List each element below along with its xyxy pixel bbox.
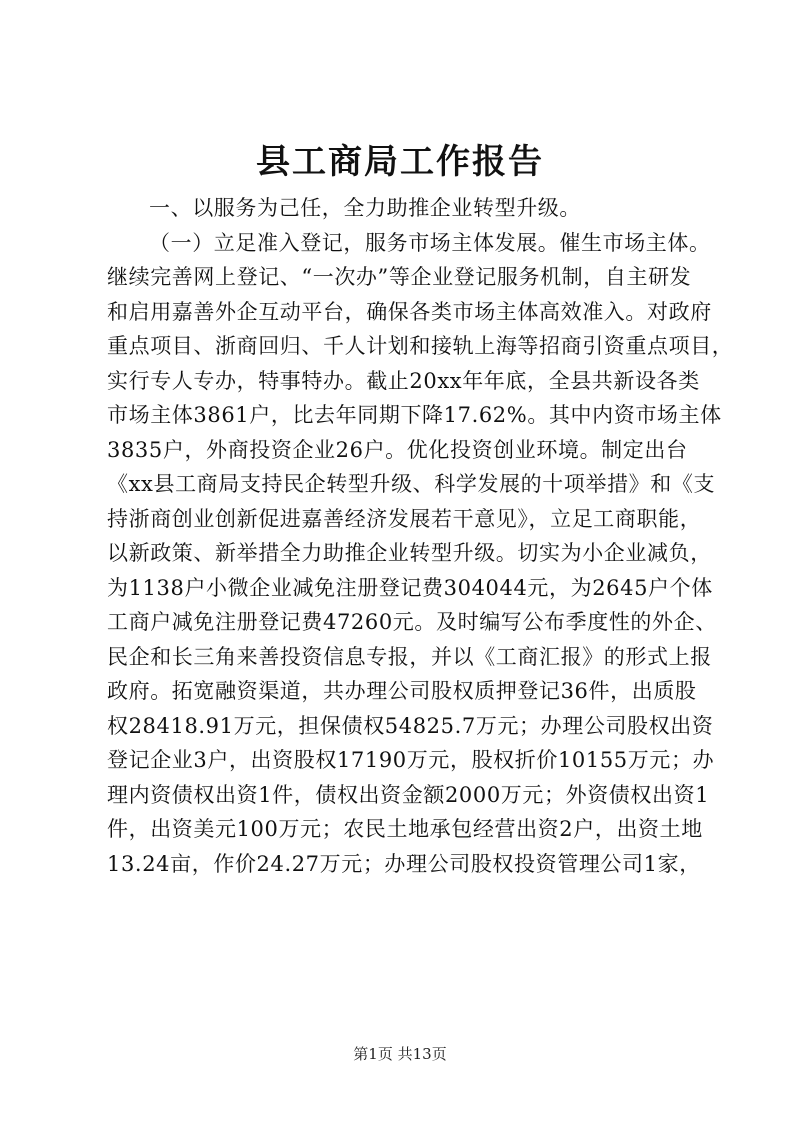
paragraph-line: 持浙商创业创新促进嘉善经济发展若干意见》，立足工商职能， [107,506,702,531]
paragraph-line: 政府。拓宽融资渠道，共办理公司股权质押登记36件，出质股 [107,679,697,703]
paragraph-line: 民企和长三角来善投资信息专报，并以《工商汇报》的形式上报 [107,644,712,669]
document-body [107,191,734,881]
section-heading: 一、以服务为己任，全力助推企业转型升级。 [149,196,581,220]
paragraph-line: 登记企业3户，出资股权17190万元，股权折价10155万元；办 [107,748,715,772]
paragraph-line: 3835户，外商投资企业26户。优化投资创业环境。制定出台 [107,437,688,462]
paragraph-line: 重点项目、浙商回归、千人计划和接轨上海等招商引资重点项目， [107,334,734,358]
paragraph-line: 市场主体3861户，比去年同期下降17.62%。其中内资市场主体 [107,403,722,427]
paragraph-line: 理内资债权出资1件，债权出资金额2000万元；外资债权出资1 [107,782,710,807]
document-title: 县工商局工作报告 [256,142,544,182]
paragraph-line: （一）立足准入登记，服务市场主体发展。催生市场主体。 [149,230,711,255]
paragraph-line: 以新政策、新举措全力助推企业转型升级。切实为小企业减负， [107,541,712,565]
paragraph-line: 工商户减免注册登记费47260元。及时编写公布季度性的外企、 [107,610,717,634]
paragraph-line: 13.24亩，作价24.27万元；办理公司股权投资管理公司1家， [107,851,701,876]
paragraph-line: 件，出资美元100万元；农民土地承包经营出资2户，出资土地 [107,817,703,841]
paragraph-line: 继续完善网上登记、“一次办”等企业登记服务机制，自主研发 [107,265,692,289]
paragraph-line: 为1138户小微企业减免注册登记费304044元，为2645户个体 [107,575,713,600]
page-footer: 第1页 共13页 [353,1045,447,1063]
paragraph-line: 和启用嘉善外企互动平台，确保各类市场主体高效准入。对政府 [107,299,712,324]
paragraph-line: 实行专人专办，特事特办。截止20xx年年底，全县共新设各类 [107,368,700,393]
paragraph-line: 权28418.91万元，担保债权54825.7万元；办理公司股权出资 [107,713,714,738]
paragraph-line: 《xx县工商局支持民企转型升级、科学发展的十项举措》和《支 [107,472,716,496]
